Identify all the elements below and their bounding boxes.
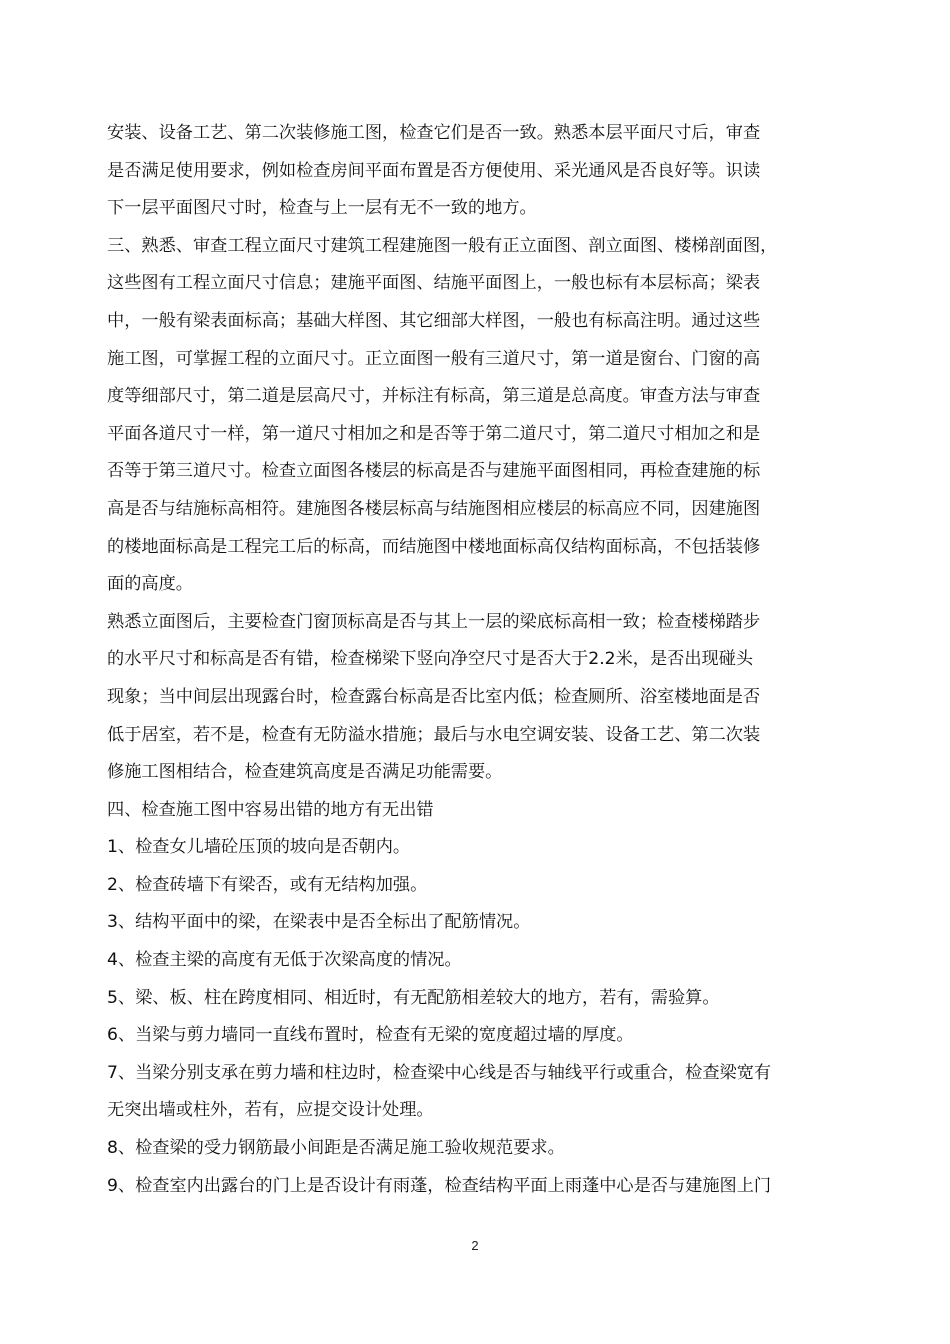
text-line: 度等细部尺寸，第二道是层高尺寸，并标注有标高，第三道是总高度。审查方法与审查: [107, 386, 761, 407]
text-line: 的楼地面标高是工程完工后的标高，而结施图中楼地面标高仅结构面标高，不包括装修: [107, 536, 761, 557]
text-line: 安装、设备工艺、第二次装修施工图，检查它们是否一致。熟悉本层平面尺寸后，审查: [107, 123, 761, 143]
text-line: 现象；当中间层出现露台时，检查露台标高是否比室内低；检查厕所、浴室楼地面是否: [107, 686, 761, 707]
text-line: 高是否与结施标高相符。建施图各楼层标高与结施图相应楼层的标高应不同，因建施图: [107, 498, 761, 519]
list-item: 3、结构平面中的梁，在梁表中是否全标出了配筋情况。: [107, 912, 531, 933]
page-number: 2: [471, 1238, 479, 1253]
text-line: 是否满足使用要求，例如检查房间平面布置是否方便使用、采光通风是否良好等。识读: [107, 160, 761, 181]
text-line: 这些图有工程立面尺寸信息；建施平面图、结施平面图上，一般也标有本层标高；梁表: [107, 273, 761, 294]
body-text: [107, 115, 849, 1205]
section-heading-3: 三、熟悉、审查工程立面尺寸建筑工程建施图一般有正立面图、剖立面图、楼梯剖面图，: [107, 235, 778, 256]
text-line: 低于居室，若不是，检查有无防溢水措施；最后与水电空调安装、设备工艺、第二次装: [107, 724, 761, 745]
list-item: 9、检查室内出露台的门上是否设计有雨蓬，检查结构平面上雨蓬中心是否与建施图上门: [107, 1175, 772, 1196]
list-item: 5、梁、板、柱在跨度相同、相近时，有无配筋相差较大的地方，若有，需验算。: [107, 987, 720, 1008]
list-item-continuation: 无突出墙或柱外，若有，应提交设计处理。: [107, 1100, 434, 1121]
text-line: 施工图，可掌握工程的立面尺寸。正立面图一般有三道尺寸，第一道是窗台、门窗的高: [107, 348, 761, 369]
text-line: 下一层平面图尺寸时，检查与上一层有无不一致的地方。: [107, 198, 537, 219]
list-item: 8、检查梁的受力钢筋最小间距是否满足施工验收规范要求。: [107, 1138, 565, 1159]
list-item: 7、当梁分别支承在剪力墙和柱边时，检查梁中心线是否与轴线平行或重合，检查梁宽有: [107, 1062, 772, 1083]
list-item: 2、检查砖墙下有梁否，或有无结构加强。: [107, 874, 428, 895]
list-item: 1、检查女儿墙砼压顶的坡向是否朝内。: [107, 837, 411, 858]
text-line: 的水平尺寸和标高是否有错，检查梯梁下竖向净空尺寸是否大于2.2米，是否出现碰头: [107, 649, 754, 670]
list-item: 6、当梁与剪力墙同一直线布置时，检查有无梁的宽度超过墙的厚度。: [107, 1025, 634, 1046]
text-line: 平面各道尺寸一样，第一道尺寸相加之和是否等于第二道尺寸，第二道尺寸相加之和是: [107, 423, 761, 444]
list-item: 4、检查主梁的高度有无低于次梁高度的情况。: [107, 950, 462, 971]
text-line: 面的高度。: [107, 574, 193, 595]
section-heading-4: 四、检查施工图中容易出错的地方有无出错: [107, 799, 434, 820]
text-line: 熟悉立面图后，主要检查门窗顶标高是否与其上一层的梁底标高相一致；检查楼梯踏步: [107, 611, 761, 632]
text-line: 中，一般有梁表面标高；基础大样图、其它细部大样图，一般也有标高注明。通过这些: [107, 310, 761, 331]
text-line: 修施工图相结合，检查建筑高度是否满足功能需要。: [107, 762, 503, 783]
text-line: 否等于第三道尺寸。检查立面图各楼层的标高是否与建施平面图相同，再检查建施的标: [107, 461, 761, 482]
